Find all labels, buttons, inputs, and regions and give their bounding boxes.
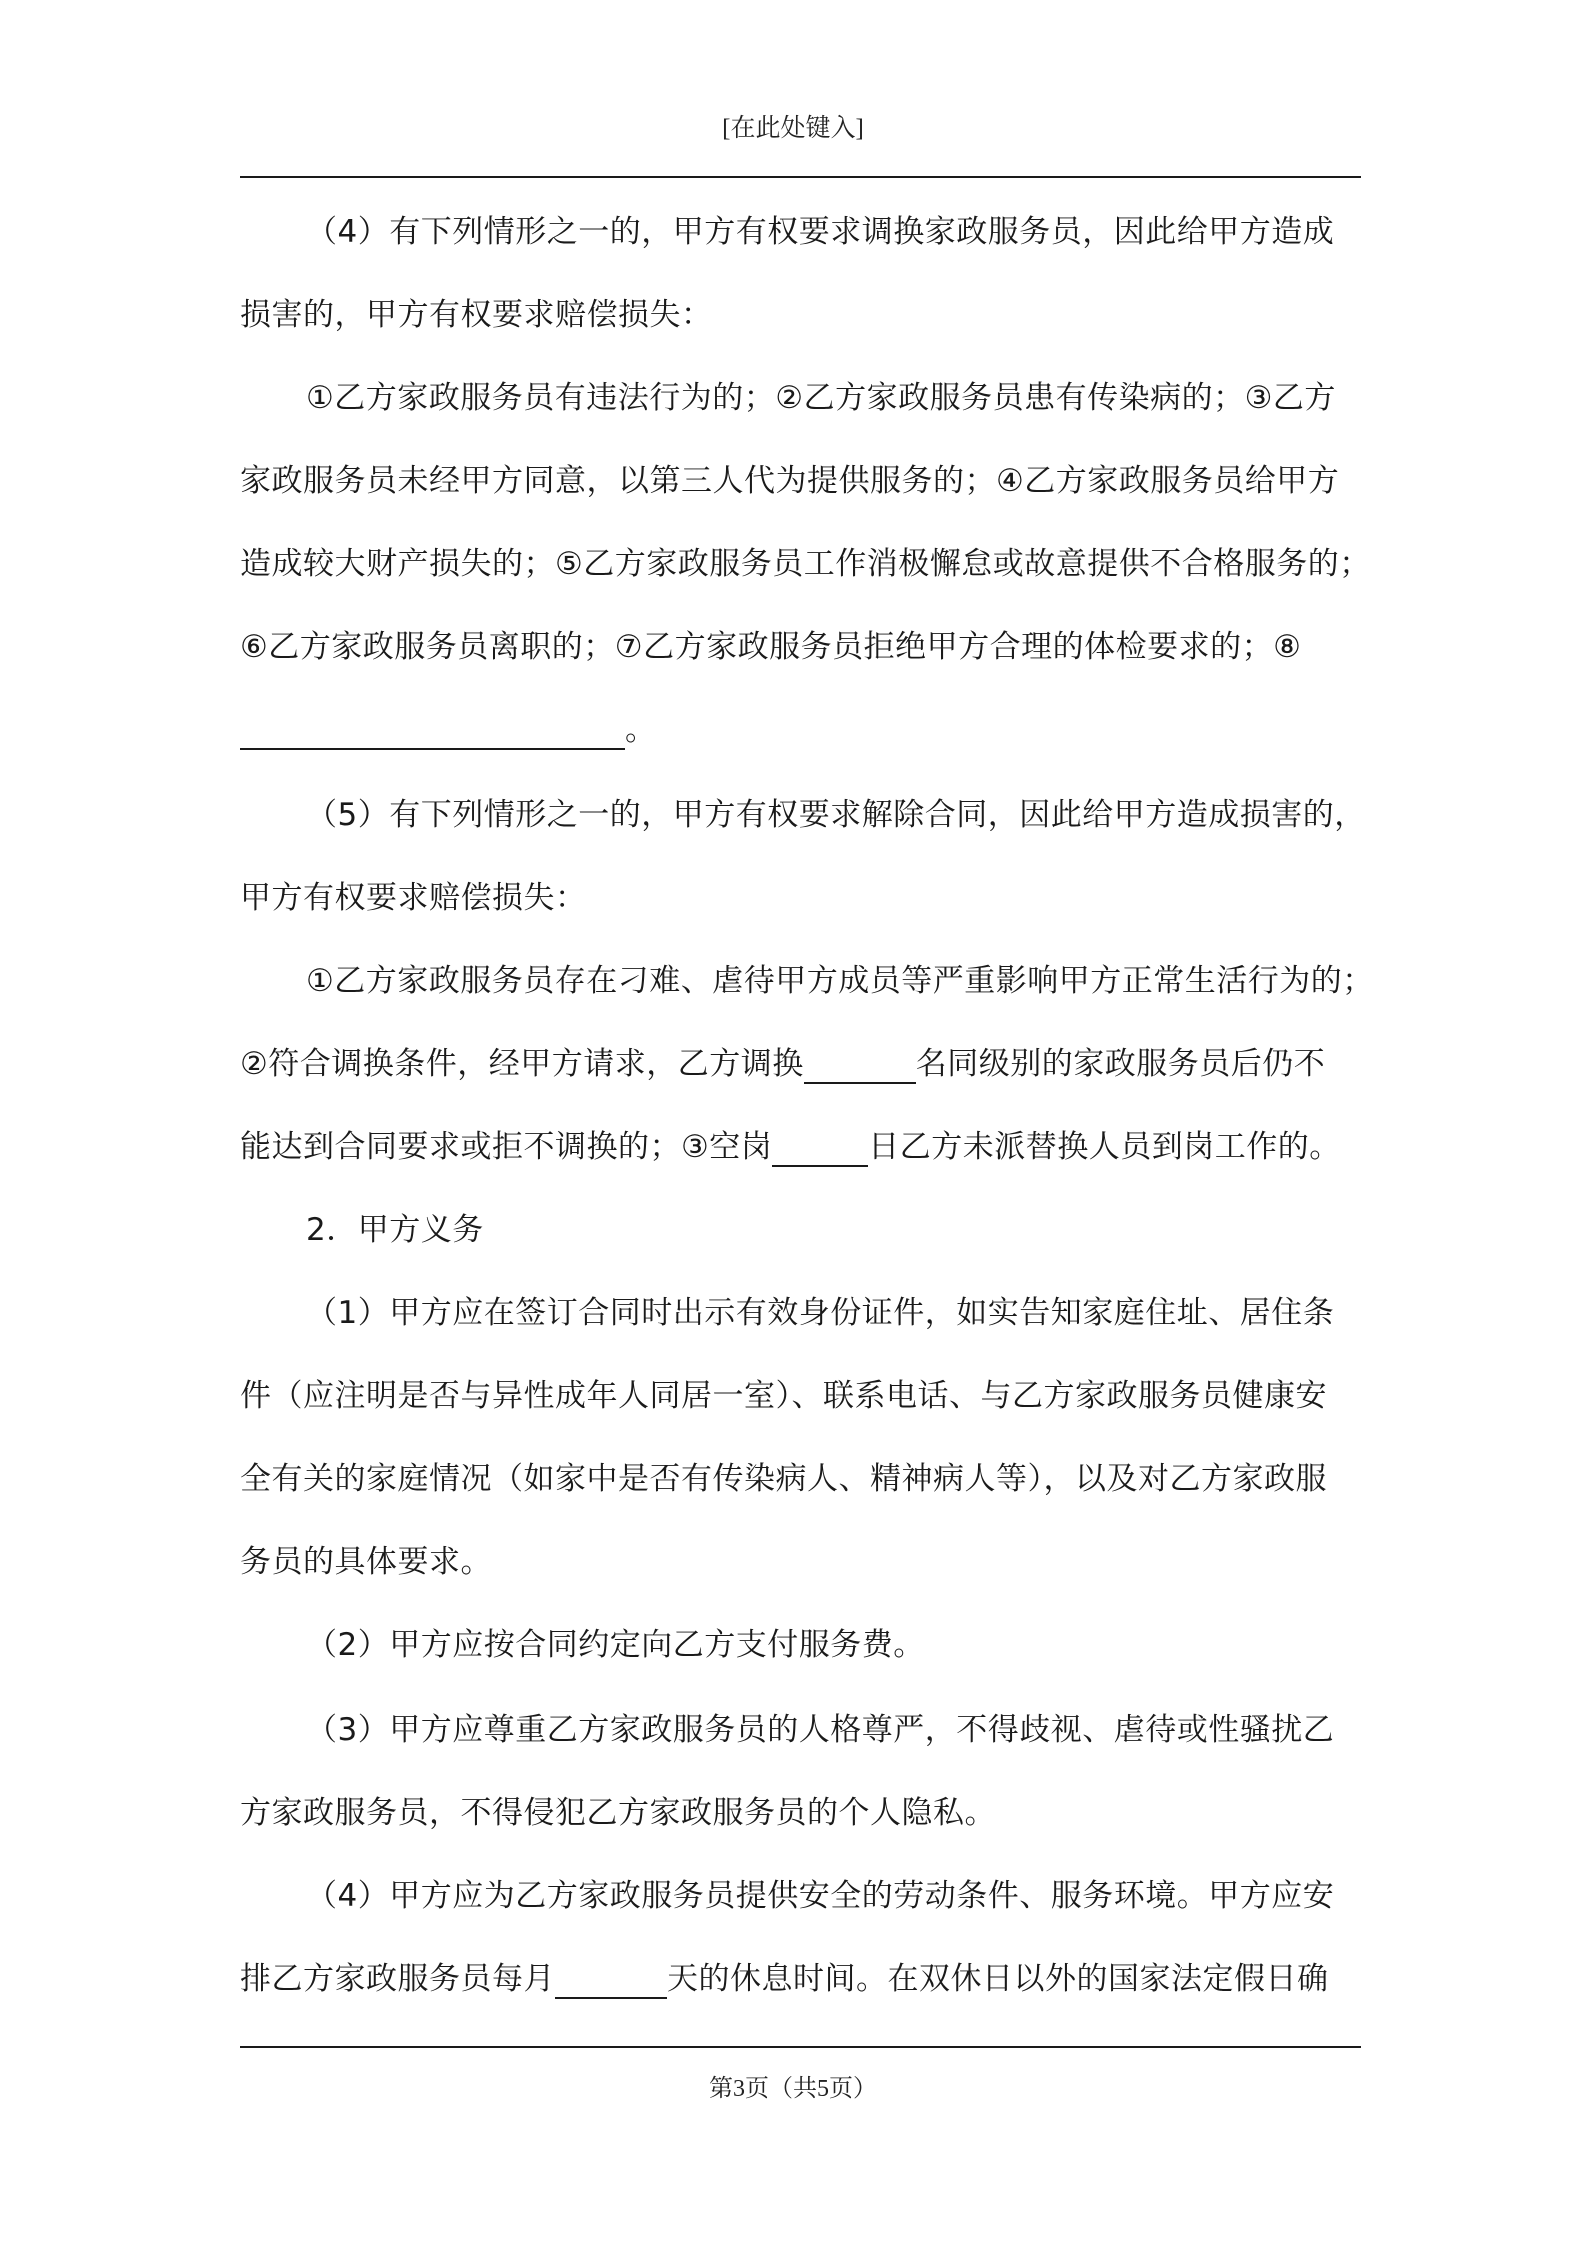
paragraph-line: （3）甲方应尊重乙方家政服务员的人格尊严，不得歧视、虐待或性骚扰乙 [306, 1712, 1335, 1748]
fill-in-blank[interactable] [804, 1050, 916, 1084]
fill-in-blank[interactable] [772, 1133, 868, 1167]
page-footer: 第3页（共5页） [709, 2076, 877, 2102]
paragraph-line: 件（应注明是否与异性成年人同居一室）、联系电话、与乙方家政服务员健康安 [240, 1378, 1327, 1414]
paragraph-line: （1）甲方应在签订合同时出示有效身份证件，如实告知家庭住址、居住条 [306, 1295, 1335, 1331]
footer-rule [240, 2046, 1361, 2048]
paragraph-line: （4）有下列情形之一的，甲方有权要求调换家政服务员，因此给甲方造成 [306, 214, 1335, 250]
paragraph-line: 损害的，甲方有权要求赔偿损失： [240, 297, 713, 333]
paragraph-line: 能达到合同要求或拒不调换的；③空岗 日乙方未派替换人员到岗工作的。 [240, 1129, 1341, 1165]
paragraph-line: 。 [240, 710, 1365, 750]
paragraph-line: ②符合调换条件，经甲方请求，乙方调换 名同级别的家政服务员后仍不 [240, 1046, 1326, 1082]
fill-in-blank[interactable] [240, 716, 625, 750]
section-heading: 2．甲方义务 [306, 1212, 484, 1248]
paragraph-line: 家政服务员未经甲方同意，以第三人代为提供服务的；④乙方家政服务员给甲方 [240, 463, 1340, 499]
fill-in-blank[interactable] [555, 1965, 667, 1999]
paragraph-line: 造成较大财产损失的；⑤乙方家政服务员工作消极懈怠或故意提供不合格服务的； [240, 546, 1371, 582]
paragraph-line: 务员的具体要求。 [240, 1544, 492, 1580]
paragraph-line: （2）甲方应按合同约定向乙方支付服务费。 [306, 1627, 925, 1663]
paragraph-line: 甲方有权要求赔偿损失： [240, 880, 587, 916]
header-rule [240, 176, 1361, 178]
paragraph-line: （5）有下列情形之一的，甲方有权要求解除合同，因此给甲方造成损害的， [306, 797, 1366, 833]
paragraph-line: ①乙方家政服务员存在刁难、虐待甲方成员等严重影响甲方正常生活行为的； [306, 963, 1374, 999]
paragraph-line: （4）甲方应为乙方家政服务员提供安全的劳动条件、服务环境。甲方应安 [306, 1878, 1335, 1914]
paragraph-line: 全有关的家庭情况（如家中是否有传染病人、精神病人等），以及对乙方家政服 [240, 1461, 1327, 1497]
paragraph-line: ①乙方家政服务员有违法行为的；②乙方家政服务员患有传染病的；③乙方 [306, 380, 1336, 416]
paragraph-line: 排乙方家政服务员每月 天的休息时间。在双休日以外的国家法定假日确 [240, 1961, 1329, 1997]
paragraph-line: ⑥乙方家政服务员离职的；⑦乙方家政服务员拒绝甲方合理的体检要求的；⑧ [240, 629, 1302, 665]
paragraph-line: 方家政服务员，不得侵犯乙方家政服务员的个人隐私。 [240, 1795, 996, 1831]
page-header: [在此处键入] [722, 115, 864, 142]
